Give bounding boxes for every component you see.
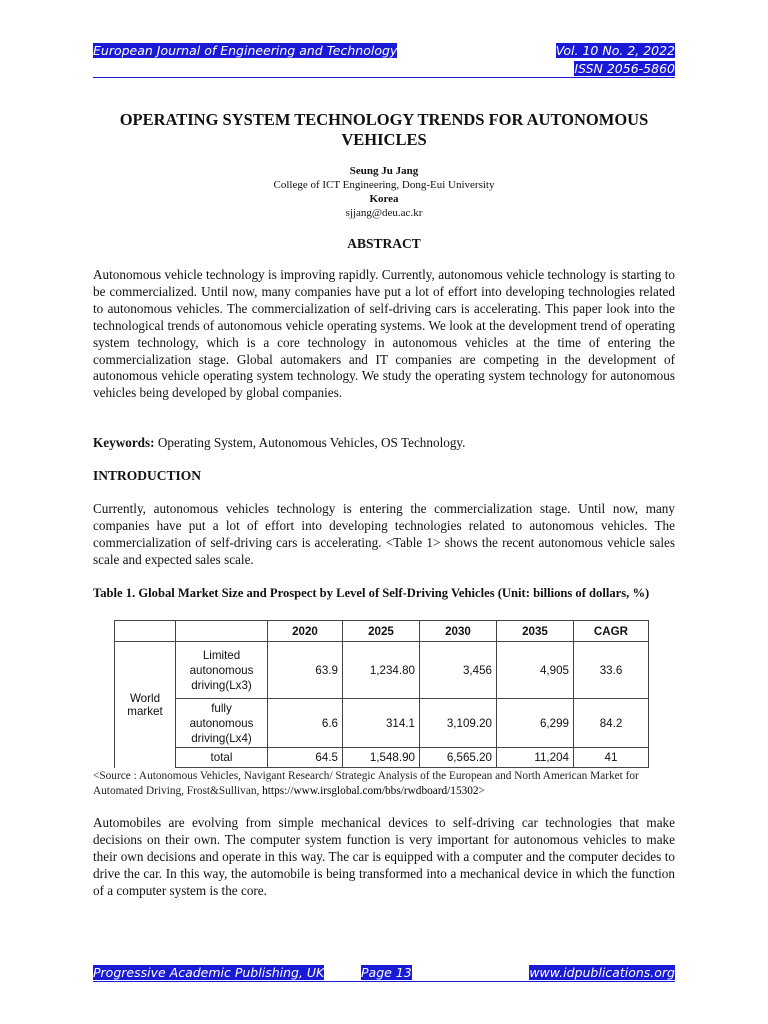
table-source [93,769,675,799]
footer-website[interactable]: www.idpublications.org [529,965,675,980]
table-cell: 3,109.20 [420,699,497,748]
paper-title [88,110,680,150]
table-row [115,699,649,748]
header-blank-cell [176,621,268,642]
table-cell: 1,234.80 [343,642,420,699]
header-cell: 2035 [497,621,574,642]
source-end: > [478,785,485,797]
row-label: fully autonomous driving(Lx4) [176,699,268,748]
row-label: Limited autonomous driving(Lx3) [176,642,268,699]
table-row-total [115,748,649,768]
market-size-table [114,620,649,768]
issn: ISSN 2056-5860 [574,61,675,76]
table-caption: Table 1. Global Market Size and Prospect by Level of Self-Driving Vehicles (Unit: billions of dollars, %) [93,586,650,600]
body-paragraph: Automobiles are evolving from simple mechanical devices to self-driving car technologies that make decisions on their own. The computer system function is very important for autonomous vehicles to make their own decisions and operate in this way. The car is equipped with a computer and the computer decides to drive the car. In this way, the automobile is being transformed into a mechanical device in which the function of a computer system is the core. [93,815,675,898]
source-link[interactable]: https://www.irsglobal.com/bbs/rwdboard/15302 [262,785,479,797]
abstract-text: Autonomous vehicle technology is improving rapidly. Currently, autonomous vehicle technology is starting to be commercialized. Until now, many companies have put a lot of effort into developing technologies related to autonomous vehicles. The commercialization of self-driving cars is accelerating. This paper look into the technological trends of autonomous vehicle operating systems. We look at the development trend of operating system technology, which is a core technology in autonomous vehicles at the time of entering the commercialization stage. Global automakers and IT companies are competing in the development of autonomous vehicle operating system technology. We study the operating system technology for autonomous vehicles being developed by global companies. [93,267,675,401]
abstract-heading: ABSTRACT [347,236,421,251]
row-label: total [176,748,268,768]
author-email: sjjang@deu.ac.kr [345,207,423,219]
table-cell: 4,905 [497,642,574,699]
table-cell: 3,456 [420,642,497,699]
footer-page-number: Page 13 [361,965,412,980]
header-cell: CAGR [574,621,649,642]
table-cell: 314.1 [343,699,420,748]
table-cell: 6.6 [268,699,343,748]
table-cell: 64.5 [268,748,343,768]
header-rule [93,77,675,78]
keywords [93,435,675,452]
keywords-label: Keywords: [93,435,155,450]
header-blank-cell [115,621,176,642]
header-cell: 2025 [343,621,420,642]
table-cell: 6,299 [497,699,574,748]
journal-name: European Journal of Engineering and Technology [93,43,398,58]
keywords-text: Operating System, Autonomous Vehicles, OS Technology. [154,435,466,450]
table-cell: 63.9 [268,642,343,699]
header-cell: 2030 [420,621,497,642]
volume-info: Vol. 10 No. 2, 2022 [555,43,675,58]
table-header-row [115,621,649,642]
table-row [115,642,649,699]
introduction-text: Currently, autonomous vehicles technology is entering the commercialization stage. Until now, many companies have put a lot of effort into developing technologies related to autonomous vehicles. The commercialization of self-driving cars is accelerating. <Table 1> shows the recent autonomous vehicle sales scale and expected sales scale. [93,501,675,567]
author-country: Korea [369,193,399,205]
footer-rule [93,981,675,982]
author-name: Seung Ju Jang [349,165,419,177]
table-cell: 41 [574,748,649,768]
table-cell: 84.2 [574,699,649,748]
table-cell: 33.6 [574,642,649,699]
footer-publisher: Progressive Academic Publishing, UK [93,965,325,980]
source-text: <Source : Autonomous Vehicles, Navigant Research/ Strategic Analysis of the European and North American Market for Automated Driving, Frost&Sullivan, [93,770,639,797]
title-line-2: VEHICLES [341,130,427,149]
group-label: World market [115,642,176,768]
introduction-heading: INTRODUCTION [93,468,202,483]
header-cell: 2020 [268,621,343,642]
table-cell: 1,548.90 [343,748,420,768]
table-cell: 6,565.20 [420,748,497,768]
title-line-1: OPERATING SYSTEM TECHNOLOGY TRENDS FOR AUTONOMOUS [119,110,649,129]
author-affiliation: College of ICT Engineering, Dong-Eui University [273,179,495,191]
table-cell: 11,204 [497,748,574,768]
